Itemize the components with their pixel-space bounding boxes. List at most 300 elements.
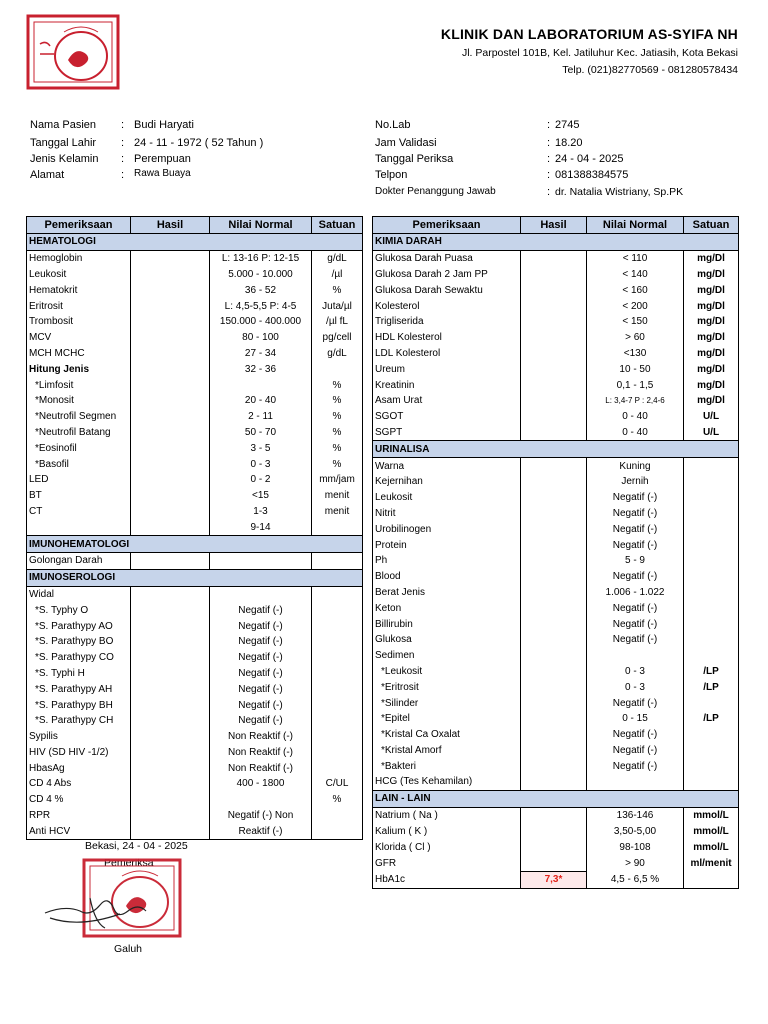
- test-result: [521, 839, 587, 855]
- meta-label: No.Lab: [375, 119, 411, 131]
- test-result: [521, 743, 587, 759]
- test-name: *S. Parathypy BO: [27, 634, 131, 650]
- unit: [312, 552, 363, 569]
- unit: %: [312, 440, 363, 456]
- normal-range: 20 - 40: [210, 393, 312, 409]
- result-row: [27, 729, 363, 745]
- test-name: *Monosit: [27, 393, 131, 409]
- result-row: [373, 330, 739, 346]
- test-result: [131, 634, 210, 650]
- normal-range: < 200: [587, 298, 684, 314]
- test-name: Protein: [373, 537, 521, 553]
- result-row: [27, 440, 363, 456]
- colon: :: [547, 119, 551, 131]
- unit: [684, 537, 739, 553]
- result-row: [27, 361, 363, 377]
- unit: [312, 745, 363, 761]
- unit: [312, 823, 363, 839]
- test-name: Nitrit: [373, 506, 521, 522]
- unit: %: [312, 393, 363, 409]
- normal-range: 32 - 36: [210, 361, 312, 377]
- test-result: [131, 650, 210, 666]
- test-name: *S. Parathypy AH: [27, 681, 131, 697]
- result-row: [373, 377, 739, 393]
- normal-range: [210, 792, 312, 808]
- unit: menit: [312, 488, 363, 504]
- unit: mm/jam: [312, 472, 363, 488]
- unit: [684, 490, 739, 506]
- test-result: [131, 618, 210, 634]
- test-result: [521, 393, 587, 409]
- test-result: [521, 758, 587, 774]
- result-row: [27, 282, 363, 298]
- test-name: Urobilinogen: [373, 521, 521, 537]
- unit: [684, 506, 739, 522]
- result-row: [373, 425, 739, 441]
- normal-range: Non Reaktif (-): [210, 729, 312, 745]
- colon: :: [121, 153, 125, 165]
- result-row: [373, 474, 739, 490]
- unit: [312, 634, 363, 650]
- col-pemeriksaan: Pemeriksaan: [27, 217, 131, 234]
- unit: U/L: [684, 409, 739, 425]
- clinic-phone: Telp. (021)82770569 - 081280578434: [562, 64, 738, 76]
- normal-range: 0 - 40: [587, 409, 684, 425]
- unit: [684, 632, 739, 648]
- patient-label: Jenis Kelamin: [30, 153, 99, 165]
- unit: mg/Dl: [684, 267, 739, 283]
- test-name: *S. Parathypy BH: [27, 697, 131, 713]
- normal-range: Negatif (-): [587, 743, 684, 759]
- unit: [684, 648, 739, 664]
- test-name: *S. Typhy O: [27, 602, 131, 618]
- col-pemeriksaan: Pemeriksaan: [373, 217, 521, 234]
- test-name: *Neutrofil Batang: [27, 425, 131, 441]
- normal-range: Negatif (-): [210, 650, 312, 666]
- normal-range: L: 3,4-7 P : 2,4-6: [587, 393, 684, 409]
- result-row: [373, 521, 739, 537]
- colon: :: [547, 186, 551, 198]
- result-row: [27, 681, 363, 697]
- meta-label: Jam Validasi: [375, 137, 437, 149]
- unit: mg/Dl: [684, 361, 739, 377]
- test-result: [521, 569, 587, 585]
- test-result: [521, 664, 587, 680]
- result-row: [27, 586, 363, 602]
- result-row: [373, 361, 739, 377]
- result-row: [373, 839, 739, 855]
- test-result: [131, 314, 210, 330]
- test-result: [521, 506, 587, 522]
- normal-range: 0 - 15: [587, 711, 684, 727]
- normal-range: 150.000 - 400.000: [210, 314, 312, 330]
- test-name: *Limfosit: [27, 377, 131, 393]
- normal-range: Negatif (-): [210, 681, 312, 697]
- test-name: Klorida ( Cl ): [373, 839, 521, 855]
- normal-range: Negatif (-): [587, 695, 684, 711]
- test-result: [131, 425, 210, 441]
- test-result: [521, 855, 587, 871]
- unit: mmol/L: [684, 839, 739, 855]
- test-name: *Leukosit: [373, 664, 521, 680]
- test-name: [27, 519, 131, 535]
- test-result: [521, 314, 587, 330]
- result-row: [373, 727, 739, 743]
- normal-range: 0 - 2: [210, 472, 312, 488]
- test-name: SGOT: [373, 409, 521, 425]
- meta-value: 24 - 04 - 2025: [555, 153, 624, 165]
- result-row: [27, 409, 363, 425]
- test-result: [131, 602, 210, 618]
- test-result: [521, 711, 587, 727]
- normal-range: [587, 648, 684, 664]
- test-result: [131, 519, 210, 535]
- section-title: HEMATOLOGI: [27, 234, 363, 251]
- test-result: [131, 697, 210, 713]
- test-name: Sedimen: [373, 648, 521, 664]
- test-name: *S. Parathypy AO: [27, 618, 131, 634]
- result-row: [27, 776, 363, 792]
- section-title: LAIN - LAIN: [373, 790, 739, 807]
- test-name: Anti HCV: [27, 823, 131, 839]
- test-name: BT: [27, 488, 131, 504]
- unit: [684, 695, 739, 711]
- unit: mmol/L: [684, 823, 739, 839]
- result-row: [27, 666, 363, 682]
- test-result: [131, 504, 210, 520]
- normal-range: Non Reaktif (-): [210, 745, 312, 761]
- normal-range: Negatif (-): [587, 521, 684, 537]
- test-result: [521, 679, 587, 695]
- unit: [684, 727, 739, 743]
- test-name: Blood: [373, 569, 521, 585]
- test-name: Leukosit: [373, 490, 521, 506]
- normal-range: 400 - 1800: [210, 776, 312, 792]
- meta-value: 081388384575: [555, 169, 629, 181]
- normal-range: 1.006 - 1.022: [587, 585, 684, 601]
- test-name: Kejernihan: [373, 474, 521, 490]
- colon: :: [547, 137, 551, 149]
- test-result: [521, 409, 587, 425]
- test-name: Leukosit: [27, 267, 131, 283]
- colon: :: [121, 137, 125, 149]
- result-row: [27, 472, 363, 488]
- result-row: [27, 697, 363, 713]
- test-name: RPR: [27, 808, 131, 824]
- normal-range: Kuning: [587, 458, 684, 474]
- result-row: [27, 745, 363, 761]
- normal-range: 98-108: [587, 839, 684, 855]
- unit: menit: [312, 504, 363, 520]
- result-row: [27, 330, 363, 346]
- test-name: Golongan Darah: [27, 552, 131, 569]
- normal-range: 3,50-5,00: [587, 823, 684, 839]
- test-name: *Neutrofil Segmen: [27, 409, 131, 425]
- test-name: SGPT: [373, 425, 521, 441]
- normal-range: 0 - 3: [587, 664, 684, 680]
- test-name: Sypilis: [27, 729, 131, 745]
- left-results-table: [26, 216, 363, 840]
- result-row: [27, 425, 363, 441]
- test-result: [131, 823, 210, 839]
- test-name: LDL Kolesterol: [373, 346, 521, 362]
- unit: mg/Dl: [684, 393, 739, 409]
- unit: [684, 458, 739, 474]
- result-row: [373, 506, 739, 522]
- test-result: [131, 808, 210, 824]
- result-row: [27, 504, 363, 520]
- result-row: [27, 823, 363, 839]
- result-row: [373, 569, 739, 585]
- col-hasil: Hasil: [131, 217, 210, 234]
- result-row: [27, 314, 363, 330]
- test-result: [521, 282, 587, 298]
- unit: mg/Dl: [684, 346, 739, 362]
- normal-range: Non Reaktif (-): [210, 760, 312, 776]
- result-row: [373, 855, 739, 871]
- test-result: [521, 474, 587, 490]
- result-row: [373, 743, 739, 759]
- test-result: [521, 537, 587, 553]
- result-row: [27, 346, 363, 362]
- patient-value: Budi Haryati: [134, 119, 194, 131]
- section-header: [373, 790, 739, 807]
- signature-role: Pemeriksa: [104, 857, 154, 869]
- result-row: [373, 267, 739, 283]
- test-name: Berat Jenis: [373, 585, 521, 601]
- section-header: [27, 234, 363, 251]
- meta-label: Tanggal Periksa: [375, 153, 454, 165]
- test-result: [521, 361, 587, 377]
- test-result: [521, 458, 587, 474]
- test-result: [131, 250, 210, 266]
- unit: %: [312, 792, 363, 808]
- normal-range: Negatif (-): [587, 758, 684, 774]
- normal-range: Negatif (-) Non: [210, 808, 312, 824]
- test-result: [521, 425, 587, 441]
- test-result: [131, 298, 210, 314]
- result-row: [373, 871, 739, 888]
- normal-range: < 150: [587, 314, 684, 330]
- unit: pg/cell: [312, 330, 363, 346]
- test-name: CD 4 %: [27, 792, 131, 808]
- normal-range: 5 - 9: [587, 553, 684, 569]
- test-name: *Eritrosit: [373, 679, 521, 695]
- test-name: Widal: [27, 586, 131, 602]
- test-result: [521, 553, 587, 569]
- result-row: [27, 618, 363, 634]
- patient-value: Perempuan: [134, 153, 191, 165]
- test-result: [521, 298, 587, 314]
- test-name: CD 4 Abs: [27, 776, 131, 792]
- unit: [684, 758, 739, 774]
- result-row: [373, 695, 739, 711]
- unit: %: [312, 425, 363, 441]
- result-row: [27, 298, 363, 314]
- unit: C/UL: [312, 776, 363, 792]
- unit: [312, 729, 363, 745]
- test-result: [521, 377, 587, 393]
- handwritten-signature: [40, 878, 180, 943]
- test-result: [131, 393, 210, 409]
- normal-range: Negatif (-): [587, 616, 684, 632]
- test-name: Hematokrit: [27, 282, 131, 298]
- test-name: *Kristal Ca Oxalat: [373, 727, 521, 743]
- normal-range: Negatif (-): [587, 569, 684, 585]
- unit: %: [312, 409, 363, 425]
- result-row: [373, 458, 739, 474]
- unit: [312, 618, 363, 634]
- section-title: IMUNOSEROLOGI: [27, 569, 363, 586]
- result-row: [373, 648, 739, 664]
- test-name: Ph: [373, 553, 521, 569]
- unit: mg/Dl: [684, 282, 739, 298]
- signature-name: Galuh: [114, 943, 143, 955]
- normal-range: 0,1 - 1,5: [587, 377, 684, 393]
- unit: [684, 743, 739, 759]
- test-result: [131, 745, 210, 761]
- test-name: Hitung Jenis: [27, 361, 131, 377]
- test-name: *Basofil: [27, 456, 131, 472]
- clinic-name: KLINIK DAN LABORATORIUM AS-SYIFA NH: [440, 26, 738, 42]
- col-satuan: Satuan: [684, 217, 739, 234]
- unit: [684, 616, 739, 632]
- test-name: Warna: [373, 458, 521, 474]
- unit: mg/Dl: [684, 250, 739, 266]
- unit: [312, 681, 363, 697]
- normal-range: < 140: [587, 267, 684, 283]
- unit: /µl fL: [312, 314, 363, 330]
- normal-range: > 60: [587, 330, 684, 346]
- test-result: [131, 729, 210, 745]
- unit: mmol/L: [684, 807, 739, 823]
- col-nilai-normal: Nilai Normal: [210, 217, 312, 234]
- signature-place-date: Bekasi, 24 - 04 - 2025: [85, 840, 188, 852]
- test-name: HbA1c: [373, 871, 521, 888]
- normal-range: Negatif (-): [587, 727, 684, 743]
- col-satuan: Satuan: [312, 217, 363, 234]
- test-name: HCG (Tes Kehamilan): [373, 774, 521, 790]
- test-result: [521, 600, 587, 616]
- test-result: [131, 330, 210, 346]
- normal-range: 0 - 40: [587, 425, 684, 441]
- result-row: [373, 250, 739, 266]
- clinic-logo: [26, 14, 120, 90]
- meta-value: 18.20: [555, 137, 583, 149]
- test-result: [131, 472, 210, 488]
- test-name: Glukosa Darah Puasa: [373, 250, 521, 266]
- test-name: *S. Parathypy CH: [27, 713, 131, 729]
- patient-label: Tanggal Lahir: [30, 137, 97, 149]
- test-name: *S. Parathypy CO: [27, 650, 131, 666]
- normal-range: 36 - 52: [210, 282, 312, 298]
- result-row: [373, 823, 739, 839]
- test-result: [521, 616, 587, 632]
- meta-value: 2745: [555, 119, 580, 131]
- result-row: [373, 537, 739, 553]
- unit: %: [312, 377, 363, 393]
- unit: [684, 569, 739, 585]
- unit: [684, 774, 739, 790]
- test-result: [131, 409, 210, 425]
- normal-range: 5.000 - 10.000: [210, 267, 312, 283]
- unit: [312, 519, 363, 535]
- normal-range: Negatif (-): [587, 506, 684, 522]
- test-name: HDL Kolesterol: [373, 330, 521, 346]
- test-name: *Silinder: [373, 695, 521, 711]
- patient-value: 24 - 11 - 1972 ( 52 Tahun ): [134, 137, 264, 149]
- normal-range: 0 - 3: [210, 456, 312, 472]
- col-nilai-normal: Nilai Normal: [587, 217, 684, 234]
- result-row: [373, 409, 739, 425]
- result-row: [27, 713, 363, 729]
- result-row: [373, 774, 739, 790]
- test-name: MCV: [27, 330, 131, 346]
- test-name: Natrium ( Na ): [373, 807, 521, 823]
- colon: :: [121, 119, 125, 131]
- test-result: [521, 823, 587, 839]
- test-name: Glukosa: [373, 632, 521, 648]
- unit: U/L: [684, 425, 739, 441]
- normal-range: [210, 552, 312, 569]
- result-row: [27, 456, 363, 472]
- normal-range: 2 - 11: [210, 409, 312, 425]
- patient-label: Nama Pasien: [30, 119, 97, 131]
- test-name: Glukosa Darah Sewaktu: [373, 282, 521, 298]
- test-name: LED: [27, 472, 131, 488]
- test-name: Asam Urat: [373, 393, 521, 409]
- normal-range: Negatif (-): [587, 537, 684, 553]
- normal-range: 10 - 50: [587, 361, 684, 377]
- normal-range: 1-3: [210, 504, 312, 520]
- test-name: Trombosit: [27, 314, 131, 330]
- test-name: *Kristal Amorf: [373, 743, 521, 759]
- normal-range: < 110: [587, 250, 684, 266]
- test-result: [131, 282, 210, 298]
- result-row: [27, 250, 363, 266]
- test-result: [131, 267, 210, 283]
- normal-range: Jernih: [587, 474, 684, 490]
- test-result: 7,3*: [521, 871, 587, 888]
- result-row: [27, 650, 363, 666]
- result-row: [27, 552, 363, 569]
- unit: mg/Dl: [684, 377, 739, 393]
- unit: /LP: [684, 679, 739, 695]
- unit: mg/Dl: [684, 330, 739, 346]
- unit: g/dL: [312, 346, 363, 362]
- test-name: CT: [27, 504, 131, 520]
- normal-range: 0 - 3: [587, 679, 684, 695]
- meta-label: Telpon: [375, 169, 408, 181]
- test-name: Hemoglobin: [27, 250, 131, 266]
- normal-range: Reaktif (-): [210, 823, 312, 839]
- test-result: [521, 330, 587, 346]
- unit: [684, 474, 739, 490]
- test-result: [521, 250, 587, 266]
- normal-range: 136-146: [587, 807, 684, 823]
- unit: [312, 760, 363, 776]
- unit: [312, 586, 363, 602]
- test-name: Keton: [373, 600, 521, 616]
- result-row: [27, 267, 363, 283]
- test-name: GFR: [373, 855, 521, 871]
- normal-range: [210, 377, 312, 393]
- unit: mg/Dl: [684, 314, 739, 330]
- colon: :: [121, 169, 125, 181]
- unit: [684, 600, 739, 616]
- test-result: [131, 456, 210, 472]
- test-name: Ureum: [373, 361, 521, 377]
